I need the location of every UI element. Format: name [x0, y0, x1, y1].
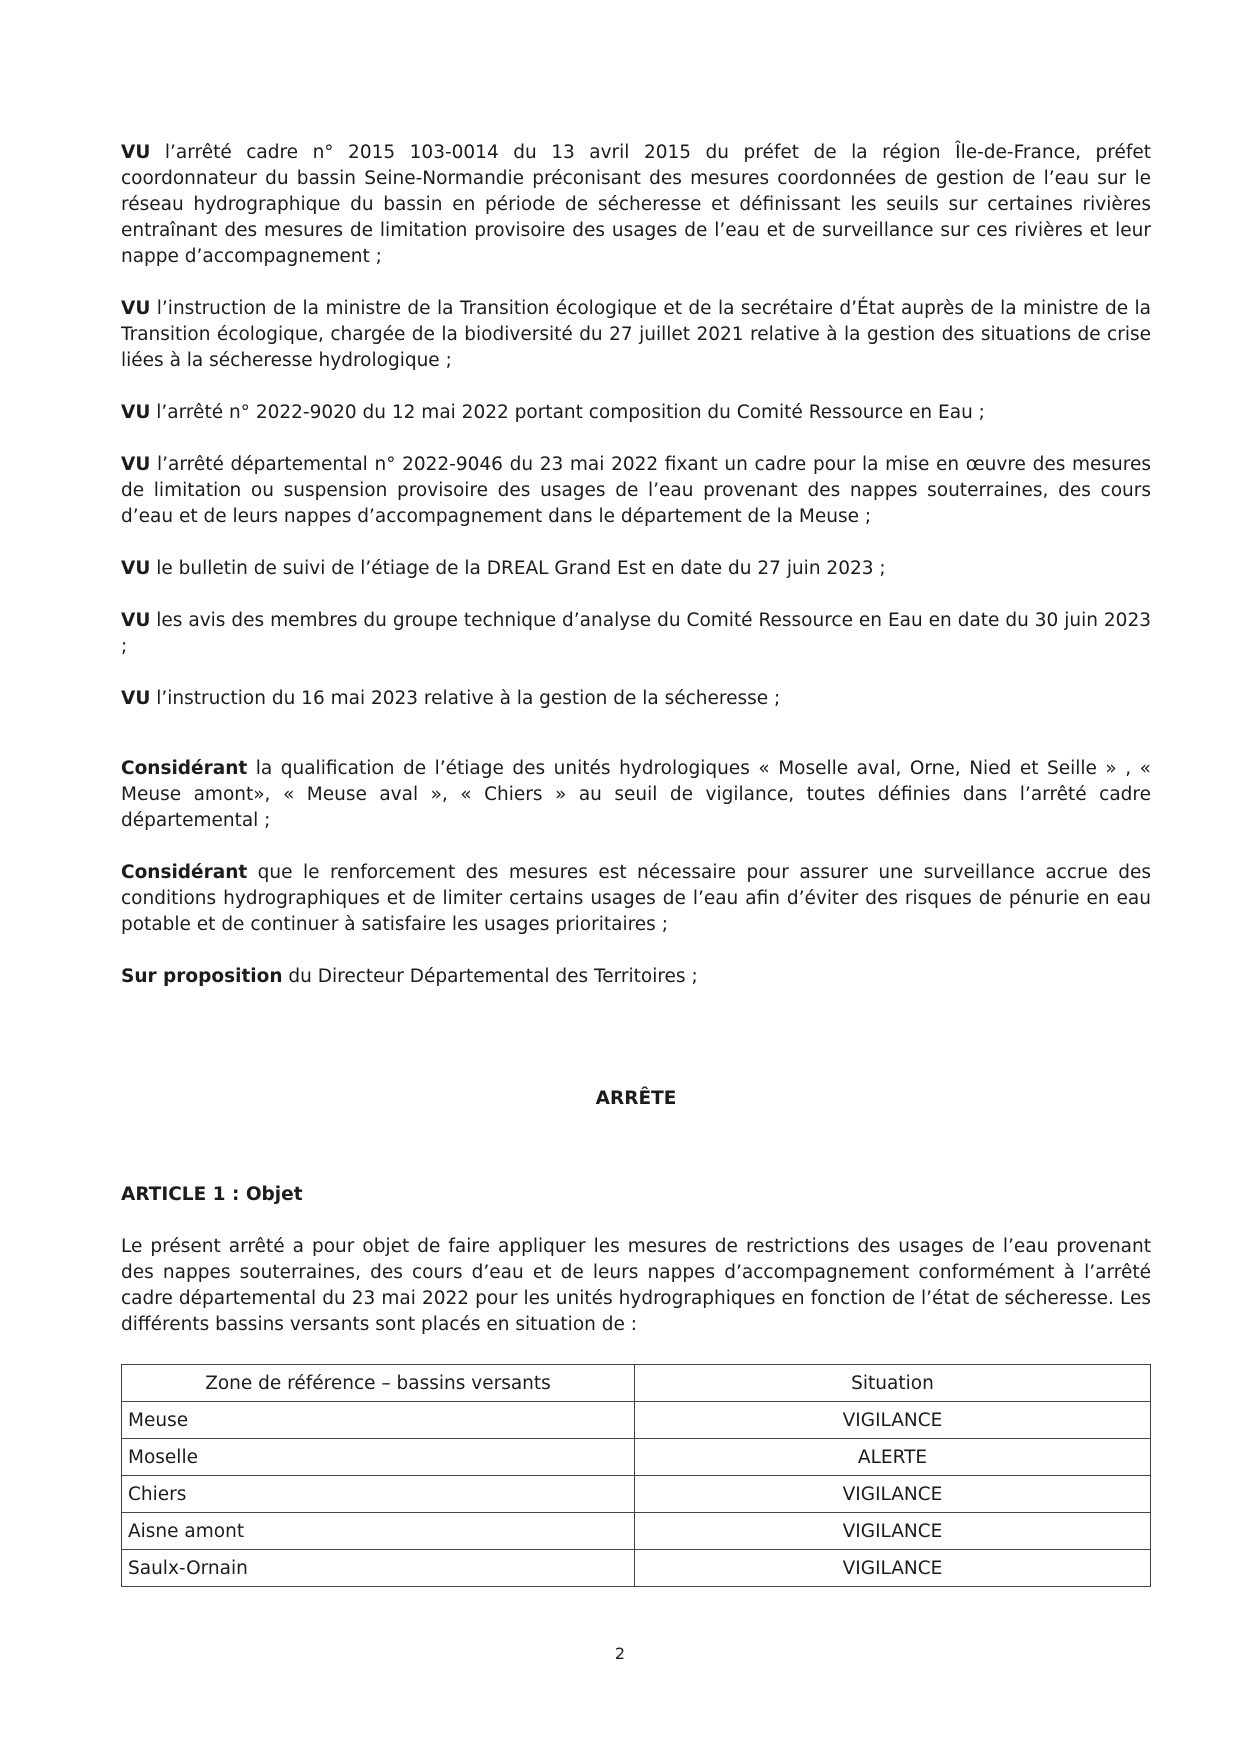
- document-body: [121, 140, 1151, 1587]
- table-row: [122, 1402, 1151, 1439]
- spacer: [121, 1112, 1151, 1182]
- vu-paragraph: VU le bulletin de suivi de l’étiage de la DREAL Grand Est en date du 27 juin 2023 ;: [121, 558, 886, 579]
- article-1-title: ARTICLE 1 : Objet: [121, 1184, 303, 1205]
- vu-paragraph: VU l’arrêté cadre n° 2015 103-0014 du 13 avril 2015 du préfet de la région Île-de-France, préfet coordonnateur du bassin Seine-Normandie préconisant des mesures coordonnées de gestion de l’eau sur le réseau hydrographique du bassin en période de sécheresse et définissant les seuils sur certaines rivières entraînant des mesures de limitation provisoire des usages de l’eau et de surveillance sur ces rivières et leur nappe d’accompagnement ;: [121, 142, 1151, 267]
- situation-cell: VIGILANCE: [635, 1513, 1151, 1550]
- vu-paragraph: VU l’instruction du 16 mai 2023 relative à la gestion de la sécheresse ;: [121, 688, 781, 709]
- vu-paragraph: VU l’arrêté départemental n° 2022-9046 du 23 mai 2022 fixant un cadre pour la mise en œuvre des mesures de limitation ou suspension provisoire des usages de l’eau provenant des nappes souterraines, des cours d’eau et de leurs nappes d’accompagnement dans le département de la Meuse ;: [121, 454, 1151, 527]
- table-row: [122, 1439, 1151, 1476]
- zone-cell: Aisne amont: [122, 1513, 635, 1550]
- situation-cell: VIGILANCE: [635, 1402, 1151, 1439]
- table-header-row: [122, 1365, 1151, 1402]
- vu-paragraph: VU les avis des membres du groupe technique d’analyse du Comité Ressource en Eau en date du 30 juin 2023 ;: [121, 610, 1151, 657]
- situation-cell: ALERTE: [635, 1439, 1151, 1476]
- table-row: [122, 1476, 1151, 1513]
- zone-cell: Saulx-Ornain: [122, 1550, 635, 1587]
- vu-paragraph: VU l’instruction de la ministre de la Transition écologique et de la secrétaire d’État auprès de la ministre de la Transition écologique, chargée de la biodiversité du 27 juillet 2021 relative à la gestion des situations de crise liées à la sécheresse hydrologique ;: [121, 298, 1151, 371]
- situation-cell: VIGILANCE: [635, 1476, 1151, 1513]
- arrete-title: ARRÊTE: [595, 1088, 677, 1109]
- situation-cell: VIGILANCE: [635, 1550, 1151, 1587]
- zones-table: [121, 1364, 1151, 1587]
- header-situation: Situation: [635, 1365, 1151, 1402]
- considerant-paragraph: Considérant que le renforcement des mesures est nécessaire pour assurer une surveillance accrue des conditions hydrographiques et de limiter certains usages de l’eau afin d’éviter des risques de pénurie en eau potable et de continuer à satisfaire les usages prioritaires ;: [121, 862, 1151, 935]
- spacer: [121, 738, 1151, 756]
- table-row: [122, 1550, 1151, 1587]
- vu-paragraph: VU l’arrêté n° 2022-9020 du 12 mai 2022 portant composition du Comité Ressource en Eau ;: [121, 402, 985, 423]
- proposition-paragraph: Sur proposition du Directeur Départemental des Territoires ;: [121, 966, 698, 987]
- header-zone: Zone de référence – bassins versants: [122, 1365, 635, 1402]
- article-1-text: Le présent arrêté a pour objet de faire appliquer les mesures de restrictions des usages de l’eau provenant des nappes souterraines, des cours d’eau et de leurs nappes d’accompagnement conformément à l’arrêté cadre départemental du 23 mai 2022 pour les unités hydrographiques en fonction de l’état de sécheresse. Les différents bassins versants sont placés en situation de :: [121, 1236, 1151, 1335]
- spacer: [121, 1016, 1151, 1086]
- page-number: 2: [614, 1644, 626, 1663]
- zone-cell: Chiers: [122, 1476, 635, 1513]
- zone-cell: Moselle: [122, 1439, 635, 1476]
- table-row: [122, 1513, 1151, 1550]
- considerant-paragraph: Considérant la qualification de l’étiage des unités hydrologiques « Moselle aval, Orne, Nied et Seille » , « Meuse amont», « Meuse aval », « Chiers » au seuil de vigilance, toutes définies dans l’arrêté cadre départemental ;: [121, 758, 1151, 831]
- zone-cell: Meuse: [122, 1402, 635, 1439]
